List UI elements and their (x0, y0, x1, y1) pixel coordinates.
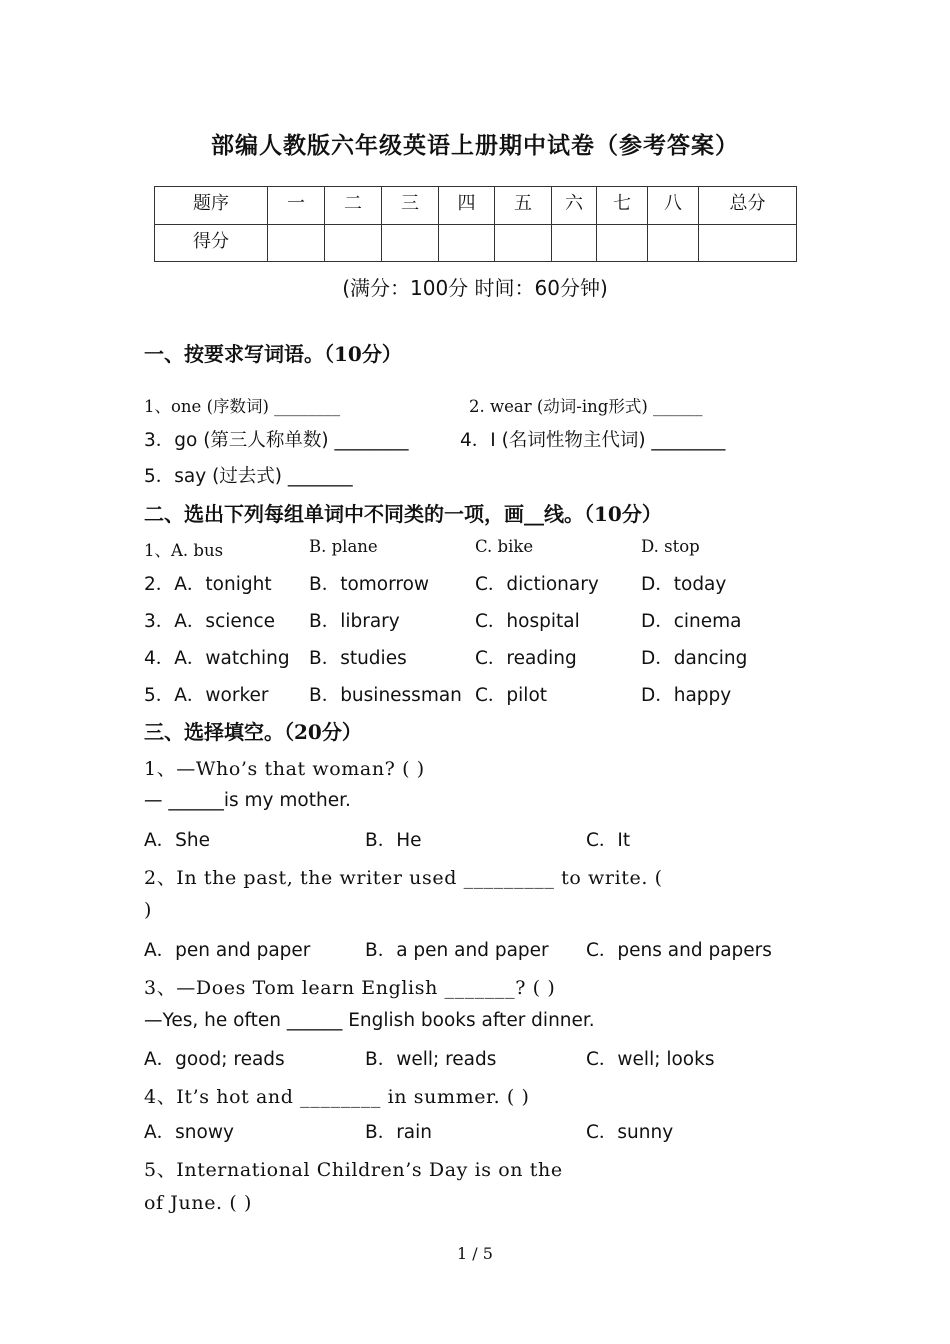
option-d: D．cinema (641, 611, 742, 632)
score-cell[interactable] (648, 224, 699, 262)
header-cell: 五 (495, 187, 552, 225)
option-b: B．businessman (309, 685, 462, 706)
section3-q2-line2: ) (144, 899, 153, 921)
option-b: B．He (365, 830, 422, 851)
header-cell: 七 (597, 187, 648, 225)
option-b: B．tomorrow (309, 574, 430, 595)
section1-q2: 2. wear (动词-ing形式) ______ (469, 397, 703, 416)
section3-q1: 1、—Who’s that woman? ( ) (144, 758, 425, 780)
option-b: B．rain (365, 1122, 432, 1143)
score-cell[interactable] (597, 224, 648, 262)
section3-q4: 4、It’s hot and ________ in summer. ( ) (144, 1086, 530, 1108)
option-a: A．snowy (144, 1122, 234, 1143)
header-cell: 二 (325, 187, 382, 225)
score-cell[interactable] (382, 224, 439, 262)
header-cell: 四 (439, 187, 495, 225)
score-table-score-row (155, 224, 797, 262)
section1-q5: 5．say (过去式) _______ (144, 466, 353, 487)
option-c: C．reading (475, 648, 577, 669)
score-cell[interactable] (268, 224, 325, 262)
section1-q1: 1、one (序数词) ________ (144, 397, 341, 416)
score-table-header-row (155, 187, 797, 225)
section3-q2: 2、In the past, the writer used _________ to write. ( (144, 867, 663, 889)
option-c: C．pilot (475, 685, 548, 706)
header-cell: 题序 (155, 187, 268, 225)
section1-q4: 4．I (名词性物主代词) ________ (460, 430, 726, 451)
section3-q5: 5、International Children’s Day is on the (144, 1159, 563, 1181)
header-cell: 八 (648, 187, 699, 225)
option-c: C．dictionary (475, 574, 599, 595)
exam-note: (满分：100分 时间：60分钟) (342, 276, 608, 300)
option-a: 3．A．science (144, 611, 276, 632)
option-a: 4．A．watching (144, 648, 290, 669)
option-c: C．It (586, 830, 631, 851)
option-c: C．hospital (475, 611, 580, 632)
option-b: B．a pen and paper (365, 940, 549, 961)
score-cell[interactable] (439, 224, 495, 262)
section1-heading: 一、按要求写词语。（10分） (144, 342, 402, 366)
option-b: B．well; reads (365, 1049, 497, 1070)
option-c: C．sunny (586, 1122, 674, 1143)
header-cell: 六 (552, 187, 597, 225)
option-c: C．pens and papers (586, 940, 772, 961)
option-a: 1、A. bus (144, 541, 224, 560)
score-cell[interactable] (699, 224, 797, 262)
score-cell[interactable] (325, 224, 382, 262)
page-title: 部编人教版六年级英语上册期中试卷（参考答案） (211, 133, 739, 159)
section3-heading: 三、选择填空。（20分） (144, 720, 362, 744)
option-c: C．well; looks (586, 1049, 715, 1070)
option-a: 2．A．tonight (144, 574, 272, 595)
option-d: D．dancing (641, 648, 748, 669)
score-cell[interactable] (552, 224, 597, 262)
section3-q1-line2: — ______is my mother. (144, 790, 351, 811)
option-a: A．pen and paper (144, 940, 311, 961)
option-d: D．today (641, 574, 727, 595)
option-b: B．library (309, 611, 400, 632)
section2-heading: 二、选出下列每组单词中不同类的一项，画__线。（10分） (144, 502, 662, 526)
header-cell: 三 (382, 187, 439, 225)
option-b: B. plane (309, 537, 378, 556)
option-d: D．happy (641, 685, 732, 706)
score-cell[interactable] (495, 224, 552, 262)
option-a: A．good; reads (144, 1049, 285, 1070)
score-row-label: 得分 (155, 224, 268, 262)
option-a: A．She (144, 830, 211, 851)
section1-q3: 3．go (第三人称单数) ________ (144, 430, 409, 451)
section3-q3: 3、—Does Tom learn English _______? ( ) (144, 977, 556, 999)
section3-q3-line2: —Yes, he often ______ English books after dinner. (144, 1010, 595, 1031)
option-d: D. stop (641, 537, 700, 556)
option-b: B．studies (309, 648, 407, 669)
option-c: C. bike (475, 537, 534, 556)
header-cell: 一 (268, 187, 325, 225)
header-cell: 总分 (699, 187, 797, 225)
score-table (154, 186, 797, 262)
option-a: 5．A．worker (144, 685, 269, 706)
section3-q5-line2: of June. ( ) (144, 1192, 252, 1214)
page-number: 1 / 5 (457, 1244, 493, 1263)
